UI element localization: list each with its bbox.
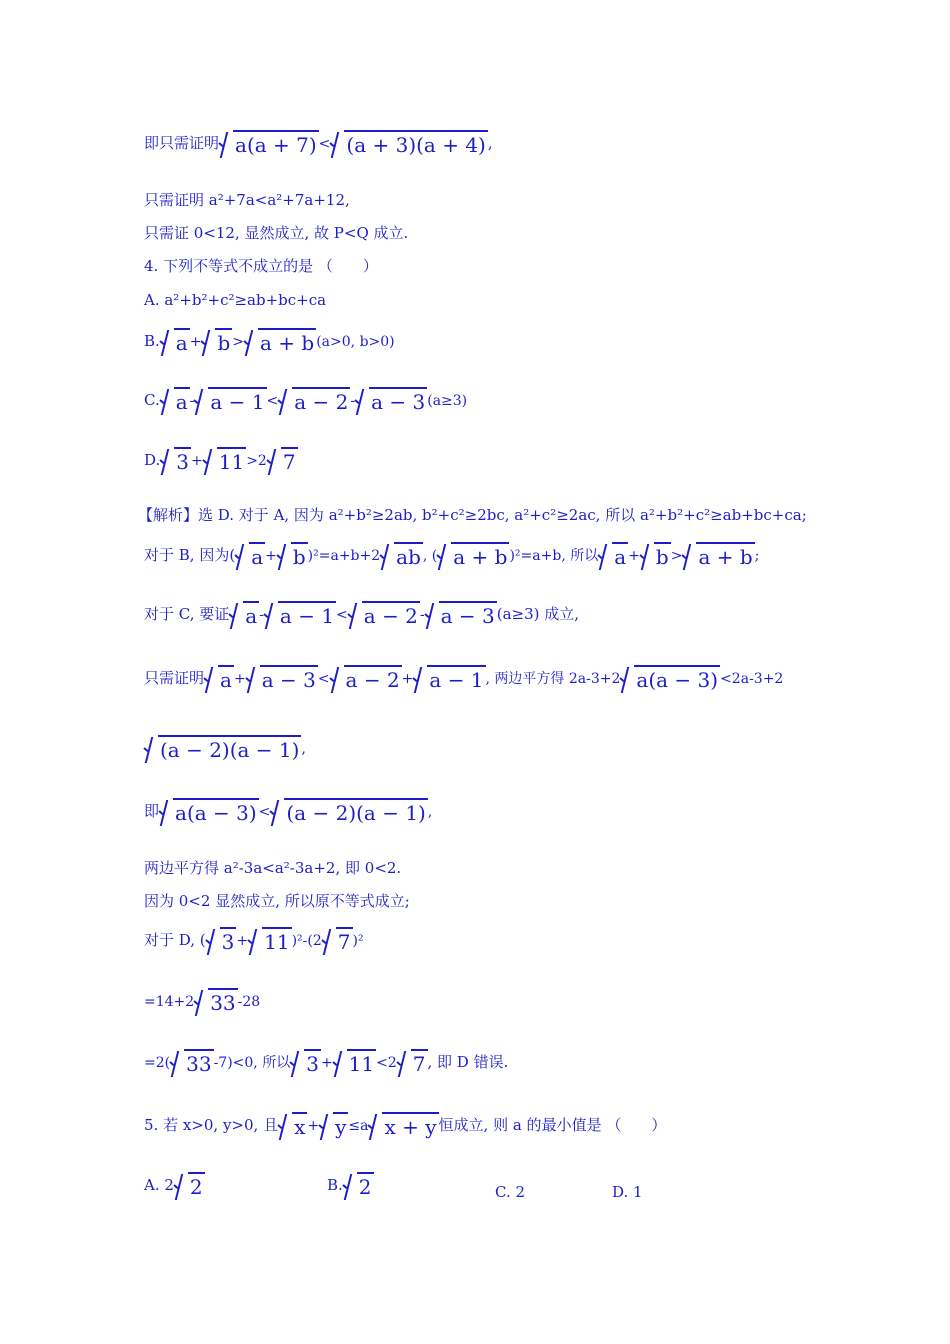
- sqrt: a: [204, 665, 234, 693]
- solution-line-8: 因为 0<2 显然成立, 所以原不等式成立;: [144, 892, 410, 910]
- sqrt: a + b: [682, 542, 754, 570]
- sqrt: 7: [397, 1049, 428, 1077]
- solution-line-6: 即 a(a − 3) < (a − 2)(a − 1) ,: [144, 798, 432, 826]
- sqrt: b: [201, 328, 232, 356]
- sqrt: a(a − 3): [620, 665, 720, 693]
- line-1: 即只需证明 a(a + 7) < (a + 3)(a + 4) ,: [144, 130, 493, 158]
- sqrt: a − 2: [278, 387, 350, 415]
- option-5d: D. 1: [612, 1183, 643, 1201]
- sqrt: 11: [203, 447, 246, 475]
- sqrt: 33: [194, 988, 237, 1016]
- sqrt: a − 1: [264, 601, 336, 629]
- solution-line-5: (a − 2)(a − 1) ,: [144, 735, 306, 763]
- sqrt: ab: [380, 542, 423, 570]
- solution-line-10: =14+2 33 -28: [144, 988, 260, 1016]
- sqrt: a − 3: [425, 601, 497, 629]
- sqrt: 7: [267, 447, 298, 475]
- sqrt: 7: [322, 927, 353, 955]
- option-4a: A. a²+b²+c²≥ab+bc+ca: [144, 291, 327, 309]
- question-5: 5. 若 x>0, y>0, 且 x + y ≤a x + y 恒成立, 则 a 的最小值是 （ ）: [144, 1112, 666, 1140]
- sqrt: a: [160, 328, 190, 356]
- option-5b: B. 2: [327, 1172, 374, 1200]
- sqrt: a(a − 3): [159, 798, 259, 826]
- sqrt: y: [319, 1112, 348, 1140]
- sqrt: (a − 2)(a − 1): [144, 735, 301, 763]
- sqrt: 2: [174, 1172, 205, 1200]
- sqrt: 2: [343, 1172, 374, 1200]
- solution-line-9: 对于 D, ( 3 + 11 )²-(2 7 )²: [144, 927, 364, 955]
- sqrt: 3: [290, 1049, 321, 1077]
- option-4b: B. a + b > a + b (a>0, b>0): [144, 328, 395, 356]
- sqrt: a(a + 7): [219, 130, 319, 158]
- sqrt: a − 1: [413, 665, 485, 693]
- sqrt: b: [640, 542, 671, 570]
- sqrt: a − 3: [355, 387, 427, 415]
- sqrt: a + b: [244, 328, 316, 356]
- question-4: 4. 下列不等式不成立的是 （ ）: [144, 257, 378, 275]
- solution-line-2: 对于 B, 因为( a + b )²=a+b+2 ab , ( a + b )²=a+b, 所以 a + b > a + b ;: [144, 542, 759, 570]
- sqrt: a: [229, 601, 259, 629]
- solution-line-3: 对于 C, 要证 a - a − 1 < a − 2 - a − 3 (a≥3) 成立,: [144, 601, 579, 629]
- option-4d: D. 3 + 11 >2 7: [144, 447, 298, 475]
- solution-line-7: 两边平方得 a²-3a<a²-3a+2, 即 0<2.: [144, 859, 402, 877]
- sqrt: a − 2: [330, 665, 402, 693]
- sqrt: a: [235, 542, 265, 570]
- sqrt: 11: [248, 927, 291, 955]
- solution-line-1: 【解析】选 D. 对于 A, 因为 a²+b²≥2ab, b²+c²≥2bc, a²+c²≥2ac, 所以 a²+b²+c²≥ab+bc+ca;: [138, 506, 807, 524]
- option-4c: C. a - a − 1 < a − 2 - a − 3 (a≥3): [144, 387, 467, 415]
- sqrt: a: [160, 387, 190, 415]
- solution-line-4: 只需证明 a + a − 3 < a − 2 + a − 1 , 两边平方得 2a-3+2 a(a − 3) <2a-3+2: [144, 665, 783, 693]
- sqrt: b: [277, 542, 308, 570]
- sqrt: (a − 2)(a − 1): [270, 798, 427, 826]
- sqrt: 3: [160, 447, 191, 475]
- solution-line-11: =2( 33 -7)<0, 所以 3 + 11 <2 7 , 即 D 错误.: [144, 1049, 508, 1077]
- sqrt: x: [278, 1112, 307, 1140]
- option-5c: C. 2: [495, 1183, 526, 1201]
- sqrt: x + y: [368, 1112, 438, 1140]
- sqrt: 11: [333, 1049, 376, 1077]
- line-3: 只需证 0<12, 显然成立, 故 P<Q 成立.: [144, 224, 409, 242]
- sqrt: 33: [170, 1049, 213, 1077]
- sqrt: a − 2: [348, 601, 420, 629]
- sqrt: 3: [206, 927, 237, 955]
- sqrt: a: [598, 542, 628, 570]
- sqrt: (a + 3)(a + 4): [330, 130, 487, 158]
- line-2: 只需证明 a²+7a<a²+7a+12,: [144, 191, 350, 209]
- option-5a: A. 2 2: [144, 1172, 205, 1200]
- sqrt: a − 1: [194, 387, 266, 415]
- sqrt: a − 3: [246, 665, 318, 693]
- sqrt: a + b: [437, 542, 509, 570]
